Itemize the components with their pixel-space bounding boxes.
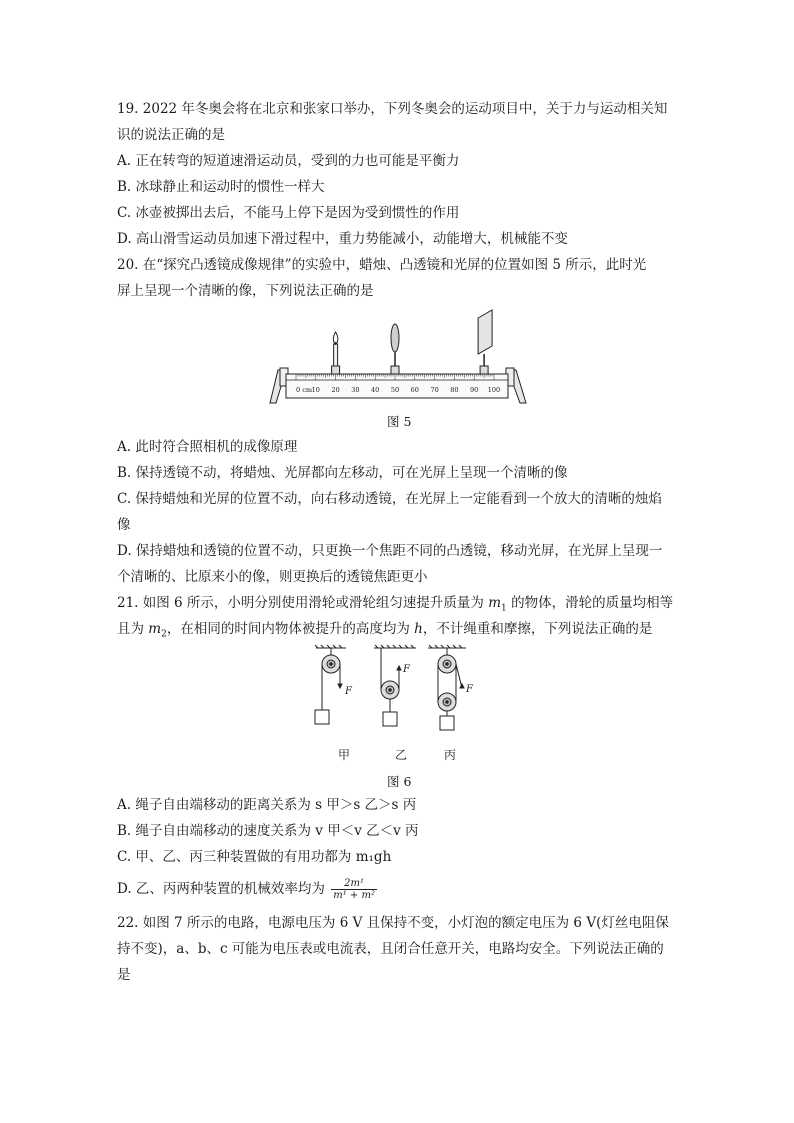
ruler-tick-label: 0 cm [296, 386, 313, 394]
q19-stem-line1: 19. 2022 年冬奥会将在北京和张家口举办，下列冬奥会的运动项目中，关于力与运动相关知 [117, 101, 668, 117]
q21-option-c: C. 甲、乙、丙三种装置做的有用功都为 m₁gh [117, 849, 392, 865]
q20-option-d-line2: 个清晰的、比原来小的像，则更换后的透镜焦距更小 [117, 569, 428, 585]
ruler-tick-label: 80 [450, 386, 459, 394]
q19-option-d: D. 高山滑雪运动员加速下滑过程中，重力势能减小，动能增大，机械能不变 [117, 231, 568, 247]
q20-option-c-line1: C. 保持蜡烛和光屏的位置不动，向右移动透镜，在光屏上一定能看到一个放大的清晰的烛焰 [117, 491, 662, 507]
pulley-jia [315, 645, 346, 724]
figure-6-pulleys [312, 644, 482, 734]
pulley-bing [428, 645, 466, 730]
ruler-tick-label: 10 [311, 386, 320, 394]
force-label-jia: F [345, 686, 352, 697]
var-m1: m [488, 595, 502, 611]
q20-option-c-line2: 像 [117, 517, 131, 533]
q20-stem-line1: 20. 在“探究凸透镜成像规律”的实验中，蜡烛、凸透镜和光屏的位置如图 5 所示，此时光 [117, 257, 647, 273]
force-label-yi: F [403, 664, 410, 675]
q21-option-b: B. 绳子自由端移动的速度关系为 v 甲＜v 乙＜v 丙 [117, 823, 419, 839]
label-yi: 乙 [395, 748, 408, 762]
figure-5-optical-bench [268, 308, 528, 408]
ruler-tick-label: 40 [371, 386, 380, 394]
q19-option-a: A. 正在转弯的短道速滑运动员，受到的力也可能是平衡力 [117, 153, 460, 169]
var-h: h [414, 621, 423, 637]
q21-option-a: A. 绳子自由端移动的距离关系为 s 甲＞s 乙＞s 丙 [117, 797, 417, 813]
candle [332, 332, 340, 374]
pulley-yi [374, 645, 416, 726]
ruler-tick-label: 60 [410, 386, 419, 394]
q22-stem-line3: 是 [117, 967, 131, 983]
q22-stem-line1: 22. 如图 7 所示的电路，电源电压为 6 V 且保持不变，小灯泡的额定电压为 6 V(灯丝电阻保 [117, 915, 669, 931]
q19-option-b: B. 冰球静止和运动时的惯性一样大 [117, 179, 325, 195]
q20-option-d-line1: D. 保持蜡烛和透镜的位置不动，只更换一个焦距不同的凸透镜，移动光屏，在光屏上呈现一 [117, 543, 663, 559]
ruler-tick-label: 30 [351, 386, 360, 394]
var-m2: m [148, 621, 162, 637]
q21-option-d: D. 乙、丙两种装置的机械效率均为 $\frac{\text{2m¹}}{\text{m¹ + m²}}$ [117, 878, 375, 901]
efficiency-fraction: $\frac{\text{2m¹}}{\text{m¹ + m²}}$ [333, 878, 375, 901]
ruler-tick-label: 100 [487, 386, 501, 394]
q19-option-c: C. 冰壶被掷出去后，不能马上停下是因为受到惯性的作用 [117, 205, 460, 221]
figure-6-caption: 图 6 [387, 774, 412, 789]
q20-option-b: B. 保持透镜不动，将蜡烛、光屏都向左移动，可在光屏上呈现一个清晰的像 [117, 465, 568, 481]
label-jia: 甲 [338, 748, 351, 762]
ruler-tick-label: 90 [470, 386, 479, 394]
ruler-tick-label: 20 [331, 386, 340, 394]
q20-stem-line2: 屏上呈现一个清晰的像，下列说法正确的是 [117, 283, 374, 299]
q19-stem-line2: 识的说法正确的是 [117, 127, 225, 143]
q20-option-a: A. 此时符合照相机的成像原理 [117, 439, 298, 455]
q21-stem-line1: 21. 如图 6 所示，小明分别使用滑轮或滑轮组匀速提升质量为 $m_1$ 的物体，滑轮的质量均相等 [117, 595, 674, 614]
ruler-tick-label: 50 [390, 386, 400, 394]
q21-stem-line2: 且为 $m_2$，在相同的时间内物体被提升的高度均为 h，不计绳重和摩擦，下列说法正确的是 [117, 621, 653, 640]
force-label-bing: F [466, 684, 473, 695]
convex-lens [391, 324, 399, 374]
light-screen [478, 310, 492, 374]
q22-stem-line2: 持不变)，a、b、c 可能为电压表或电流表，且闭合任意开关，电路均安全。下列说法正确的 [117, 941, 664, 957]
ruler-tick-label: 70 [430, 386, 439, 394]
figure-5-caption: 图 5 [387, 414, 412, 429]
label-bing: 丙 [444, 748, 457, 762]
